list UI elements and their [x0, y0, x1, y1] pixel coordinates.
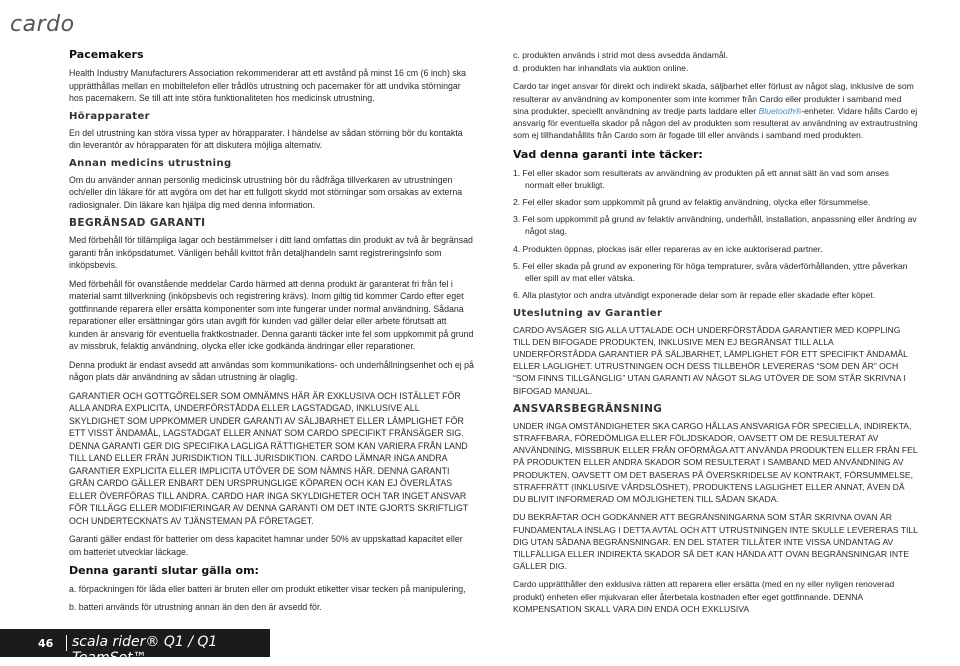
text-ansvar-1: UNDER INGA OMSTÄNDIGHETER SKA CARGO HÅLLAS ANSVARIGA FÖR SPECIELLA, INDIREKTA, STRAFFBARA, FÖREDÖMLIGA ELLER FÖLJDSKADOR, OAVSETT OM DE RESULTERAT AV ANVÄNDNING, MISSBRUK ELLER FRÅN OFÖRMÅGA ATT ANVÄNDA PRODUKTEN ELLER FRÅN FEL PÅ PRODUKTEN ELLER ANDRA SKADOR SOM RESULTERAT I SAMBAND MED ANVÄNDNING AV PRODUKTEN, OAVSETT OM DET BASERAS PÅ ÖVERSKRIDELSE AV KONTRAKT, FÖRSUMMELSE, STRAFFRÄTT (INKLUSIVE VÅRDSLÖSHET), PRODUKTENS LAGLIGHET ELLER ANNAT, ÄVEN DÅ DU BLIVIT INFORMERAD OM MÖJLIGHETEN TILL SÅDAN SKADA.	[513, 420, 918, 505]
heading-uteslutning: Uteslutning av Garantier	[513, 307, 663, 319]
text-cardo-ansvar-pre: Cardo tar inget ansvar för direkt och indirekt skada, säljbarhet eller förlust av något slag, inklusive de som resulterar av användning av komponenter som inte kommer från Cardo eller produkter i samband med sina produkter, speciellt användning av tredje parts laddare eller	[513, 81, 914, 116]
text-garanti-2: Med förbehåll för ovanstående meddelar Cardo härmed att denna produkt är garanterat fri från fel i material samt tillverkning (inköpsbevis och registrering krävs). Inom giltig tid kommer Cardo efter eget gottfinnande reparera eller ersätta komponenter som inte fungerar under normal användning. Sådana reparationer eller ersättningar görs utan avgift för kunden vad gäller delar eller arbete förutsatt att kunden är ansvarig för eventuella fraktkostnader. Denna garanti täcker inte fel som uppkommit på grund av missbruk, felaktig användning, olycka eller icke godkända ändringar eller reparationer.	[69, 278, 474, 351]
text-garanti-3: Denna produkt är endast avsedd att användas som kommunikations- och underhållningsenhet och ej på någon plats där användning av sådan utrustning är olaglig.	[69, 359, 474, 382]
product-name: scala rider® Q1 / Q1 TeamSet™	[72, 634, 218, 666]
heading-garanti-tacker-inte: Vad denna garanti inte täcker:	[513, 147, 703, 161]
heading-horapparater: Hörapparater	[69, 110, 150, 122]
text-uteslutning: CARDO AVSÄGER SIG ALLA UTTALADE OCH UNDERFÖRSTÅDDA GARANTIER MED KOPPLING TILL DEN BIFOGADE PRODUKTEN, INKLUSIVE MEN EJ BEGRÄNSAT TILL ALLA UNDERFÖRSTÅDDA GARANTIER PÅ SÄLJBARHET, LÄMPLIGHET FÖR ETT SPECIFIKT ÄNDAMÅL ELLER LAGLIGHET. UTRUSTNINGEN OCH DESS TILLBEHÖR LEVERERAS “SOM DEN ÄR” OCH “SOM FINNS TILLGÄNGLIG” UTAN GARANTI AV NÅGOT SLAG UTÖVER DE SOM STÅR SKRIVNA I BIFOGAD MANUAL.	[513, 324, 908, 396]
heading-annan-medicinsk: Annan medicins utrustning	[69, 157, 232, 169]
right-column	[513, 49, 918, 621]
cardo-logo: cardo	[10, 12, 75, 37]
heading-begransad-garanti: BEGRÄNSAD GARANTI	[69, 217, 206, 229]
list-item: 3. Fel som uppkommit på grund av felaktiv användning, underhåll, installation, anpassning eller ändring av något slag.	[513, 214, 917, 237]
text-garanti-5: Garanti gäller endast för batterier om dess kapacitet hamnar under 50% av uppskattad kapacitet eller om batteriet utvecklar läckage.	[69, 534, 463, 557]
list-item: 5. Fel eller skada på grund av exponering för höga tempraturer, svåra väderförhållanden, yttre påverkan eller spill av mat eller vätska.	[513, 260, 908, 284]
list-item: b. batteri används för utrustning annan än den den är avsedd för.	[69, 601, 322, 612]
list-item: 1. Fel eller skador som resulterats av användning av produkten på ett annat sätt än vad som anses normalt eller brukligt.	[513, 167, 889, 190]
text-garanti-1: Med förbehåll för tillämpliga lagar och bestämmelser i ditt land omfattas din produkt av två år begränsad garanti från inköpsdatumet. Vänligen behåll kvittot från detaljhandeln samt registreringsinfo som inköpsbevis.	[69, 235, 473, 270]
list-item: 2. Fel eller skador som uppkommit på grund av felaktig användning, olycka eller försummelse.	[513, 196, 871, 207]
list-item: 6. Alla plastytor och andra utvändigt exponerade delar som är repade eller skadade efter köpet.	[513, 290, 876, 301]
left-column	[69, 44, 474, 619]
list-item: 4. Produkten öppnas, plockas isär eller repareras av en icke auktoriserad partner.	[513, 243, 823, 254]
text-garanti-4: GARANTIER OCH GOTTGÖRELSER SOM OMNÄMNS HÄR ÄR EXKLUSIVA OCH ISTÄLLET FÖR ALLA ANDRA EXPLICITA, UNDERFÖRSTÅDDA ELLER LAGSTADGAD, INKLUSIVE ALL SKYLDIGHET SOM UPPKOMMER UNDER GARANTI AV SÄLJBARHET ELLER LÄMPLIGHET FÖR ETT VISST ÄNDAMÅL, LAGSTADGAT ELLER ANNAT SOM CARDO SPECIFIKT FRÅNSÄGER SIG. DENNA GARANTI GER DIG SPECIFIKA LAGLIGA RÄTTIGHETER SOM KAN VARIERA FRÅN LAND TILL LAND ELLER FRÅN JURISDIKTION TILL JURISDIKTION. CARDO LÄMNAR INGA ANDRA GARANTIER EXPLICITA ELLER IMPLICITA UTÖVER DE SOM NÄMNS HÄR. DENNA GARANTI GRÅN CARDO GÄLLER ENBART DEN URSPRUNGLIGE KÖPAREN OCH KAN EJ ÖVERLÅTAS ELLER ÖVERFÖRAS TILL ANDRA. CARDO HAR INGA SKYLDIGHETER OCH TAR INGET ANSVAR FÖR TILLÄGG ELLER MODIFIERINGAR AV DENNA GARANTI OM DET INTE GJORTS SKRIFTLIGT OCH UNDERTECKNATS AV TJÄNSTEMAN PÅ FÖRETAGET.	[69, 390, 469, 526]
list-garanti-slutar	[69, 583, 474, 613]
heading-garanti-slutar: Denna garanti slutar gälla om:	[69, 564, 259, 577]
list-item: d. produkten har inhandlats via auktion online.	[513, 63, 689, 74]
footer-bar	[0, 629, 270, 666]
text-pacemakers: Health Industry Manufacturers Association rekommenderar att ett avstånd på minst 16 cm (6 inch) ska upprätthållas mellan en mobiltelefon eller trådlös utrustning och pacemaker för att undvika störningar hos pacemakern. Se till att inte störa funktionaliteten hos medicinsk utrustning.	[69, 68, 467, 103]
text-horapparater: En del utrustning kan störa vissa typer av hörapparater. I händelse av sådan störning bör du kontakta din leverantör av hörapparaten för att diskutera möjliga alternativ.	[69, 127, 463, 150]
text-ansvar-3: Cardo upprätthåller den exklusiva rätten att reparera eller ersätta (med en ny eller nyligen renoverad produkt) enheten eller mjukvaran eller återbetala kostnaden efter eget gottfinnande. DENNA KOMPENSATION SKALL VARA DIN ENDA OCH EXKLUSIVA	[513, 579, 895, 614]
heading-pacemakers: Pacemakers	[69, 48, 144, 61]
bluetooth-mark: Bluetooth®	[758, 105, 802, 116]
heading-ansvarsbegransning: ANSVARSBEGRÄNSNING	[513, 402, 663, 415]
list-item: c. produkten används i strid mot dess avsedda ändamål.	[513, 50, 728, 60]
text-cardo-ansvar	[513, 80, 918, 141]
text-annan-medicinsk: Om du använder annan personlig medicinsk utrustning bör du rådfråga tillverkaren av utrustningen och/eller din läkare för att avgöra om det har ett fullgott skydd mot störningar som orsakas av externa radiosignaler. Din läkare kan hjälpa dig med denna information.	[69, 174, 463, 210]
list-garanti-tacker-inte	[513, 167, 918, 302]
text-cardo-ansvar-post: -enheter. Vidare hålls Cardo ej ansvarig för eventuella skador på någon del av produkten som resulterat av användning av extrautrustning som ej tillhandahållits från Cardo som är fogade till eller används i samband med produkten.	[513, 105, 918, 141]
footer-divider	[66, 635, 67, 651]
page-number: 46	[38, 637, 54, 650]
text-ansvar-2: DU BEKRÄFTAR OCH GODKÄNNER ATT BEGRÄNSNINGARNA SOM STÅR SKRIVNA OVAN ÄR FUNDAMENTALA INSLAG I DETTA AVTAL OCH ATT UTRUSTNINGEN INTE SKULLE LEVERERAS TILL DIG UTAN SÅDANA BEGRÄNSNINGAR. EN DEL STATER TILLÅTER INTE VISSA UNDANTAG AV TILLFÄLLIGA ELLER INDIREKTA SKADOR SÅ DET KAN HÄNDA ATT OVAN BEGRÄNSNINGAR INTE GÄLLER DIG.	[513, 512, 918, 572]
list-item: a. förpackningen för låda eller batteri är bruten eller om produkt etiketter visar tecken på manipulering,	[69, 584, 466, 594]
